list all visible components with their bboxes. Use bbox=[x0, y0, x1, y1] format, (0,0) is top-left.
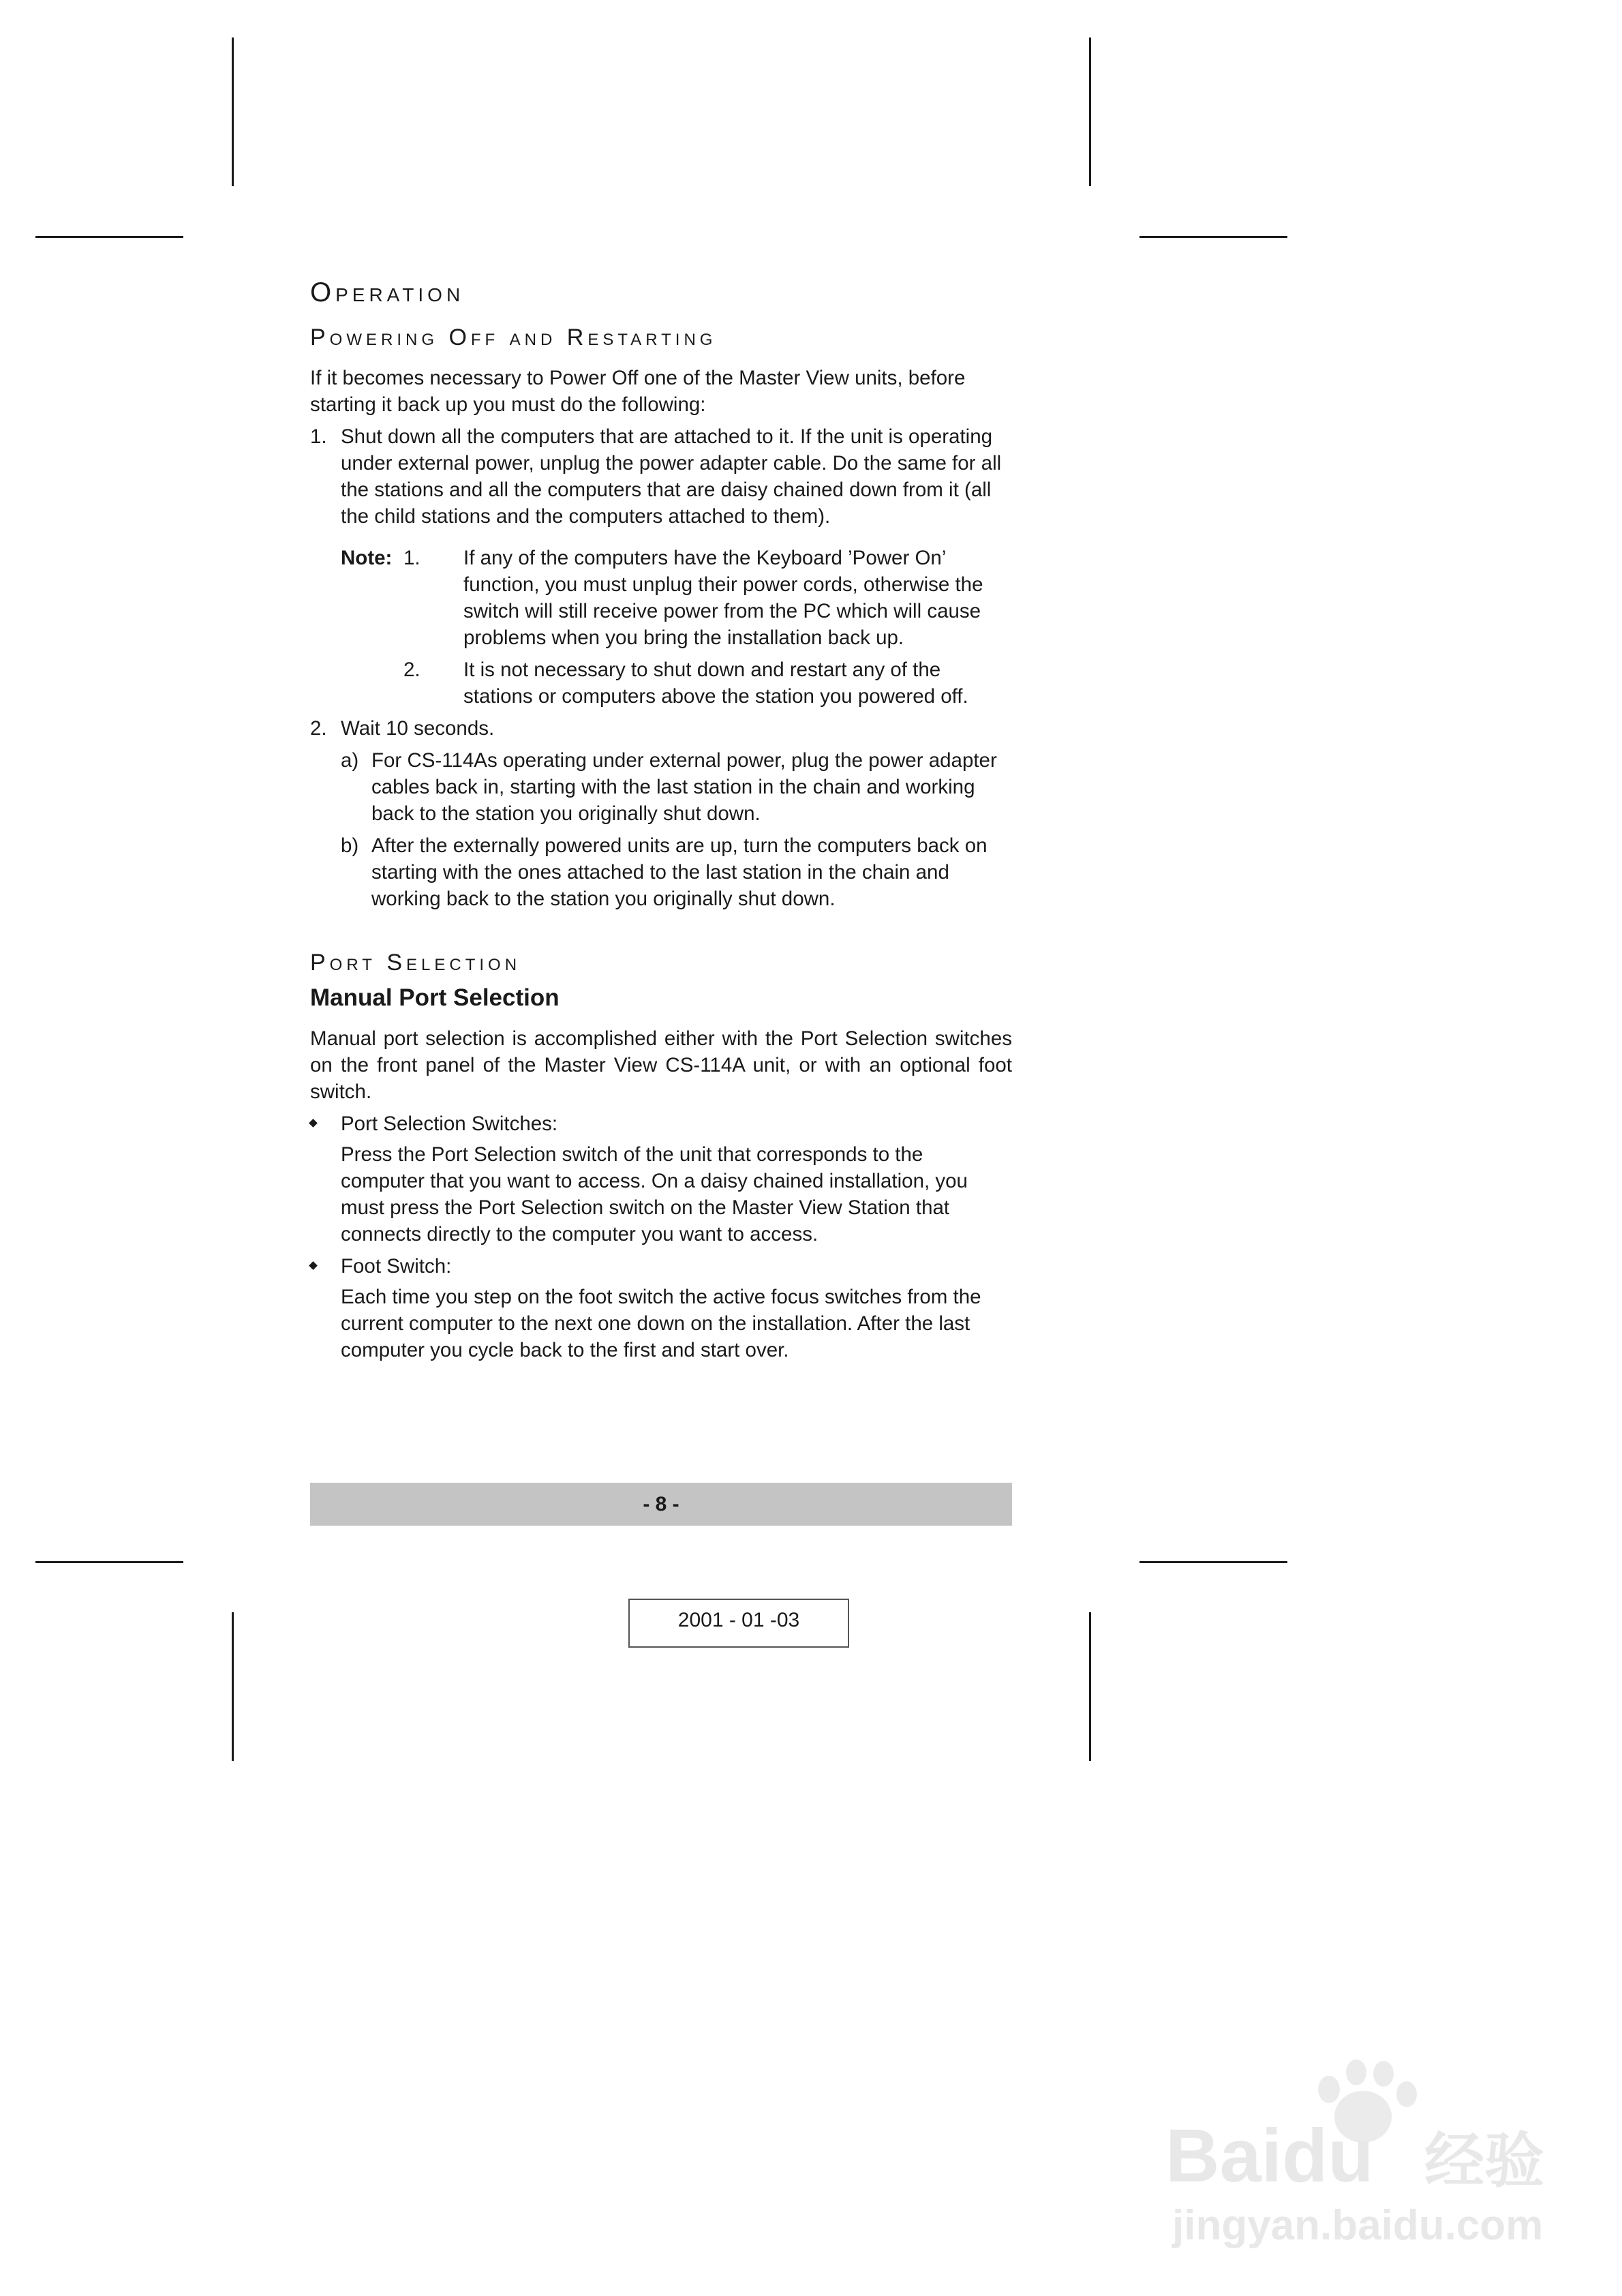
section-title: Operation bbox=[310, 277, 465, 307]
bullet-item bbox=[310, 1253, 1012, 1280]
note-text: It is not necessary to shut down and restart any of the stations or computers above the station you powered off. bbox=[463, 659, 968, 708]
sub-list-text: For CS-114As operating under external power, plug the power adapter cables back in, starting with the last station in the chain and working back to the station you originally shut down. bbox=[371, 749, 997, 825]
note-label: Note: bbox=[341, 547, 393, 569]
list-number: 1. bbox=[310, 425, 327, 448]
note-number: 2. bbox=[403, 659, 420, 681]
powering-intro: If it becomes necessary to Power Off one of the Master View units, before starting it back up you must do the following: bbox=[310, 367, 966, 416]
crop-mark bbox=[232, 37, 234, 186]
page-content bbox=[310, 276, 1012, 1363]
diamond-bullet-icon bbox=[309, 1261, 318, 1270]
list-text: Wait 10 seconds. bbox=[341, 717, 495, 740]
crop-mark bbox=[1139, 1561, 1287, 1563]
list-item bbox=[310, 423, 1012, 530]
crop-mark bbox=[1139, 236, 1287, 238]
bullet-text: Press the Port Selection switch of the unit that corresponds to the computer that you want to access. On a daisy chained installation, you must press the Port Selection switch on the Master View Station that connects directly to the computer you want to access. bbox=[341, 1143, 968, 1245]
note-text: If any of the computers have the Keyboard ’Power On’ function, you must unplug their power cords, otherwise the switch will still receive power from the PC which will cause problems when you bring the installation back up. bbox=[463, 547, 983, 649]
note-number: 1. bbox=[403, 547, 420, 569]
bullet-item bbox=[310, 1111, 1012, 1137]
page-number: - 8 - bbox=[643, 1493, 679, 1515]
sub-list-letter: a) bbox=[341, 749, 359, 772]
watermark-brand: Baidu bbox=[1165, 2114, 1374, 2198]
date-stamp bbox=[628, 1599, 849, 1648]
crop-mark bbox=[232, 1612, 234, 1761]
crop-mark bbox=[35, 1561, 183, 1563]
list-item bbox=[310, 715, 1012, 742]
date-stamp-text: 2001 - 01 -03 bbox=[677, 1609, 800, 1631]
list-number: 2. bbox=[310, 717, 327, 740]
crop-mark bbox=[1089, 37, 1091, 186]
baidu-watermark-logo bbox=[1159, 2052, 1581, 2256]
port-subheading: Manual Port Selection bbox=[310, 984, 560, 1011]
diamond-bullet-icon bbox=[309, 1119, 318, 1128]
port-intro: Manual port selection is accomplished either with the Port Selection switches on the front panel of the Master View CS-114A unit, or with an optional foot switch. bbox=[310, 1027, 1012, 1103]
note-block bbox=[341, 545, 1012, 651]
watermark-cn: 经验 bbox=[1424, 2126, 1545, 2196]
powering-heading: Powering Off and Restarting bbox=[310, 324, 717, 350]
sub-list-item bbox=[310, 832, 1012, 912]
bullet-title: Port Selection Switches: bbox=[341, 1113, 558, 1135]
list-text: Shut down all the computers that are attached to it. If the unit is operating under external power, unplug the power adapter cable. Do the same for all the stations and all the computers that are daisy chained down from it (all the child stations and the computers attached to them). bbox=[341, 425, 1002, 528]
sub-list-letter: b) bbox=[341, 834, 359, 857]
crop-mark bbox=[35, 236, 183, 238]
bullet-title: Foot Switch: bbox=[341, 1255, 452, 1278]
sub-list-item bbox=[310, 747, 1012, 827]
page-number-bar bbox=[310, 1483, 1012, 1526]
crop-mark bbox=[1089, 1612, 1091, 1761]
note-block bbox=[341, 656, 1012, 710]
watermark-url: jingyan.baidu.com bbox=[1172, 2202, 1544, 2249]
bullet-text: Each time you step on the foot switch the active focus switches from the current computer to the next one down on the installation. After the last computer you cycle back to the first and start over. bbox=[341, 1286, 981, 1361]
port-heading: Port Selection bbox=[310, 950, 521, 976]
sub-list-text: After the externally powered units are up, turn the computers back on starting with the ones attached to the last station in the chain and working back to the station you originally shut down. bbox=[371, 834, 988, 910]
